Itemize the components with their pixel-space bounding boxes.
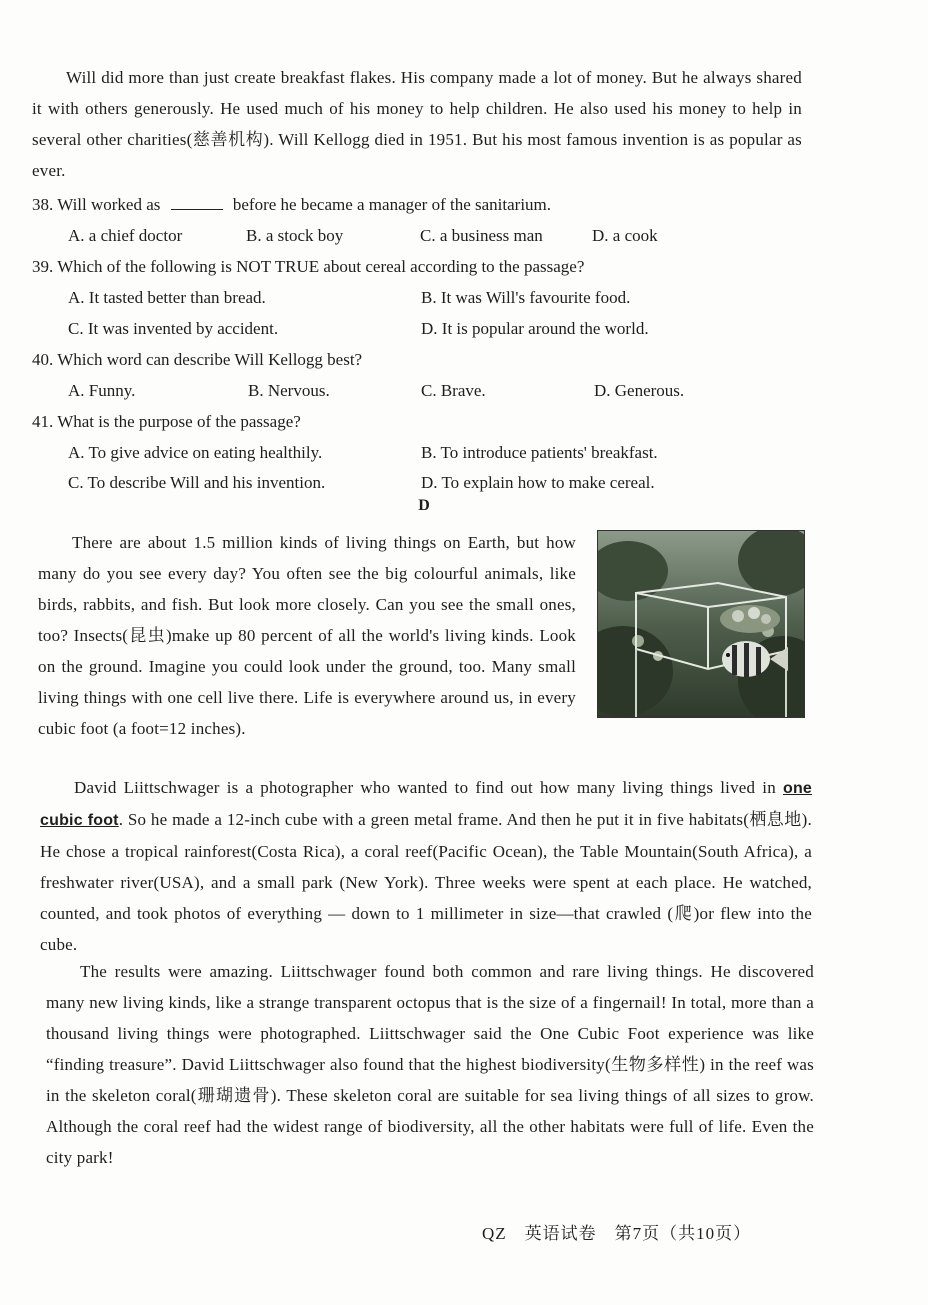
option-39-c: C. It was invented by accident. bbox=[68, 319, 279, 338]
passage-d-paragraph-3: The results were amazing. Liittschwager found both common and rare living things. He discovered many new living kinds, like a strange transparent octopus that is the size of a fingernail! In total, more than a thousand living things were photographed. Liittschwager said the One Cubic Foot experience was like “finding treasure”. David Liittschwager also found that the highest biodiversity(生物多样性) in the reef was in the skeleton coral(珊瑚遗骨). These skeleton coral are suitable for sea living things of all sizes to grow. Although the coral reef had the widest range of biodiversity, all the other habitats were full of life. Even the city park! bbox=[46, 962, 814, 1167]
question-40 bbox=[32, 345, 802, 375]
page-footer: QZ 英语试卷 第7页（共10页） bbox=[482, 1224, 752, 1243]
question-41 bbox=[32, 407, 802, 437]
question-stem: Which word can describe Will Kellogg best? bbox=[57, 350, 363, 369]
option-38-d: D. a cook bbox=[592, 226, 658, 245]
question-number: 41. bbox=[32, 412, 54, 431]
option-41-b: B. To introduce patients' breakfast. bbox=[421, 443, 658, 462]
passage-d-paragraph-1: There are about 1.5 million kinds of living things on Earth, but how many do you see every day? You often see the big colourful animals, like birds, rabbits, and fish. But look more closely. Can you see the small ones, too? Insects(昆虫)make up 80 percent of all the world's living kinds. Look on the ground. Imagine you could look under the ground, too. Many small living things with one cell live there. Life is everywhere around us, in every cubic foot (a foot=12 inches). bbox=[38, 533, 576, 738]
question-38 bbox=[32, 190, 802, 220]
coral-reef-cube-image bbox=[598, 531, 804, 717]
option-41-c: C. To describe Will and his invention. bbox=[68, 473, 326, 492]
question-39 bbox=[32, 252, 802, 282]
option-41-a: A. To give advice on eating healthily. bbox=[68, 443, 323, 462]
option-40-d: D. Generous. bbox=[594, 381, 685, 400]
passage-d-paragraph-2 bbox=[40, 772, 812, 960]
paragraph-2-text-before: David Liittschwager is a photographer who wanted to find out how many living things lived in bbox=[74, 778, 776, 797]
section-heading-d: D bbox=[418, 497, 430, 514]
question-stem-after: before he became a manager of the sanitarium. bbox=[232, 195, 552, 214]
cube-underwater-photo bbox=[597, 530, 805, 718]
option-38-a: A. a chief doctor bbox=[68, 226, 183, 245]
question-number: 40. bbox=[32, 350, 54, 369]
question-stem-before: Will worked as bbox=[57, 195, 161, 214]
option-40-c: C. Brave. bbox=[421, 381, 486, 400]
option-41-d: D. To explain how to make cereal. bbox=[421, 473, 655, 492]
question-stem: What is the purpose of the passage? bbox=[57, 412, 301, 431]
option-39-d: D. It is popular around the world. bbox=[421, 319, 649, 338]
underlined-phrase: one cubic foot bbox=[40, 780, 813, 829]
option-39-b: B. It was Will's favourite food. bbox=[421, 288, 631, 307]
paragraph-2-text-after: . So he made a 12-inch cube with a green metal frame. And then he put it in five habitats(栖息地). He chose a tropical rainforest(Costa Rica), a coral reef(Pacific Ocean), the Table Mountain(South Africa), a freshwater river(USA), and a small park (New York). Three weeks were spent at each place. He watched, counted, and took photos of everything — down to 1 millimeter in size—that crawled (爬)or flew into the cube. bbox=[40, 810, 812, 954]
passage-c-final-paragraph: Will did more than just create breakfast flakes. His company made a lot of money. But he always shared it with others generously. He used much of his money to help children. He also used his money to help in several other charities(慈善机构). Will Kellogg died in 1951. But his most famous invention is as popular as ever. bbox=[32, 68, 802, 180]
option-40-b: B. Nervous. bbox=[248, 381, 330, 400]
option-38-c: C. a business man bbox=[420, 226, 543, 245]
question-number: 39. bbox=[32, 257, 54, 276]
question-number: 38. bbox=[32, 195, 54, 214]
option-38-b: B. a stock boy bbox=[246, 226, 344, 245]
answer-blank bbox=[171, 193, 223, 210]
option-40-a: A. Funny. bbox=[68, 381, 136, 400]
question-stem: Which of the following is NOT TRUE about cereal according to the passage? bbox=[57, 257, 585, 276]
option-39-a: A. It tasted better than bread. bbox=[68, 288, 266, 307]
